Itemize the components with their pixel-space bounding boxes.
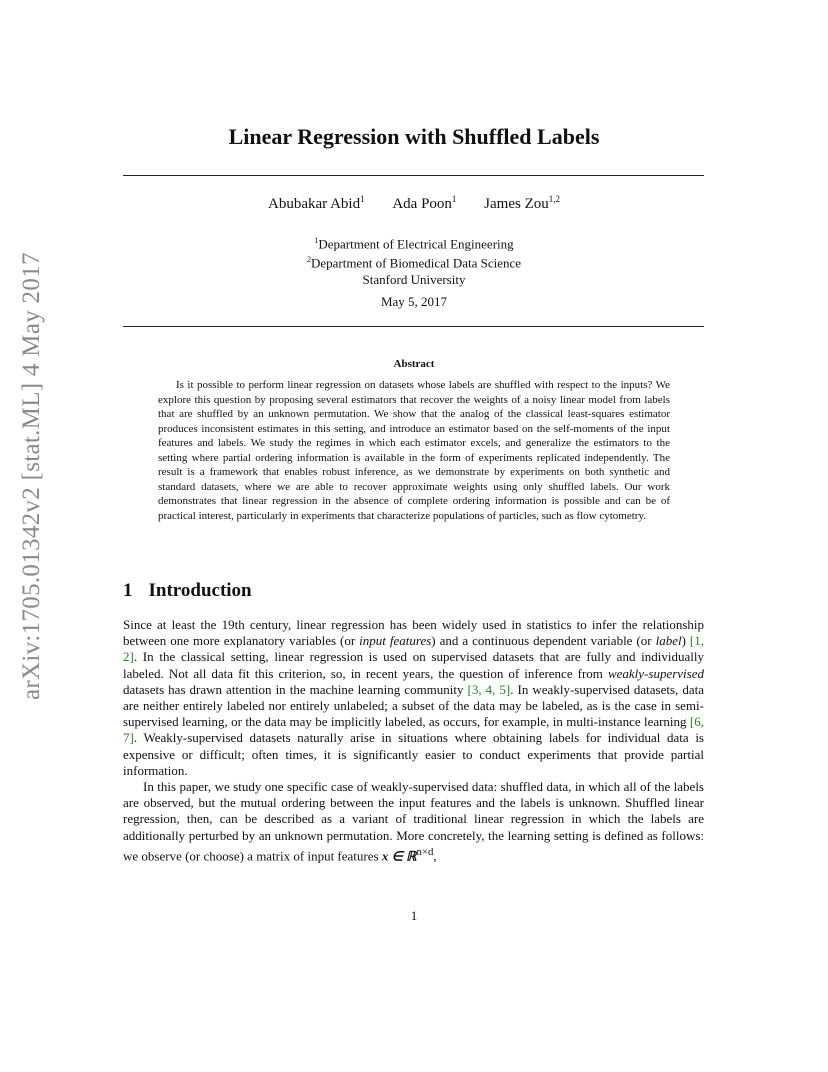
author-list [0,194,828,213]
affiliation-mark: 2 [306,255,311,265]
page-number: 1 [410,908,418,923]
affiliation-text: Department of Electrical Engineering [318,236,514,252]
paper-title: Linear Regression with Shuffled Labels [228,124,600,149]
emphasis: weakly-supervised [607,665,704,681]
text-run: Since at least the 19th century, linear regression has been widely used in statistics to infer the relationship between one more explanatory variables (or [123,617,704,649]
author-name: Abubakar Abid [268,196,361,212]
affiliation [0,233,828,252]
affiliation-list [0,233,828,288]
emphasis: input features [359,633,432,649]
author-affiliation-mark: 1 [360,194,365,204]
citation-link[interactable]: [3, 4, 5] [467,681,511,697]
text-run: ) [681,633,690,649]
emphasis: label [655,633,682,649]
author-affiliation-mark: 1,2 [548,194,560,204]
text-run: . In weakly-supervised datasets, data are neither entirely labeled nor entirely unlabeled; a subset of the data may be labeled, as is the case in semi-supervised learning, or the data may be implicitly labeled, as occurs, for example, in multi-instance learning [123,681,704,730]
abstract-heading: Abstract [393,358,435,370]
intro-paragraph-2 [123,779,704,864]
affiliation-mark: 1 [314,236,319,245]
abstract-text: Is it possible to perform linear regression on datasets whose labels are shuffled with respect to the inputs? We explore this question by proposing several estimators that recover the weights of a noisy linear model from labels that are shuffled by an unknown permutation. We show that the analog of the classical least-squares estimator produces inconsistent estimates in this setting, and introduce an estimator based on the self-moments of the input features and labels. We study the regimes in which each estimator excels, and generalize the estimators to the setting where partial ordering information is available in the form of experiments replicated independently. The result is a framework that enables robust inference, as we demonstrate by experiments on both synthetic and standard datasets, where we are able to recover approximate weights using only shuffled labels. Our work demonstrates that linear regression in the absence of complete ordering information is possible and can be of practical interest, particularly in experiments that characterize populations of particles, such as flow cytometry. [158,379,670,522]
author [392,196,456,212]
author-name: James Zou [484,196,549,212]
text-run: , [433,848,437,864]
citation-link[interactable]: [1, 2] [123,633,705,665]
arxiv-identifier-stamp [18,252,58,700]
text-run: ) and a continuous dependent variable (or [431,633,656,649]
intro-paragraph-1 [123,617,704,779]
math-superscript: n×d [416,845,434,858]
author-name: Ada Poon [392,196,452,212]
affiliation-text: Department of Biomedical Data Science [310,255,522,271]
header-bottom-rule [123,326,704,327]
text-run: . In the classical setting, linear regression is used on supervised datasets that are fully and individually labeled. Not all data fit this criterion, so, in recent years, the question of inference from [123,649,704,681]
affiliation [0,272,828,288]
text-run: datasets has drawn attention in the machine learning community [123,681,468,697]
title-top-rule [123,175,704,176]
text-run: In this paper, we study one specific case of weakly-supervised data: shuffled data, in which all of the labels are observed, but the mutual ordering between the input features and the labels is unknown. Shuffled linear regression, then, can be described as a variant of traditional linear regression in which the labels are additionally perturbed by an unknown permutation. More concretely, the learning setting is defined as follows: we observe (or choose) a matrix of input features [123,779,704,864]
author [484,196,560,212]
section-title: Introduction [148,580,252,601]
author-affiliation-mark: 1 [451,194,457,204]
affiliation [0,252,828,271]
affiliation-text: Stanford University [362,271,466,287]
arxiv-identifier-text: arXiv:1705.01342v2 [stat.ML] 4 May 2017 [18,252,45,700]
section-number: 1 [123,580,133,601]
text-run: . Weakly-supervised datasets naturally arise in situations where obtaining labels for individual data is expensive or difficult; often times, it is significantly easier to conduct experiments that provide partial information. [123,730,704,778]
paper-date: May 5, 2017 [380,294,448,309]
citation-link[interactable]: [6, 7] [123,714,704,746]
section-heading [123,580,252,602]
author [268,196,365,212]
math-expression: x ∈ ℝ [381,848,417,864]
